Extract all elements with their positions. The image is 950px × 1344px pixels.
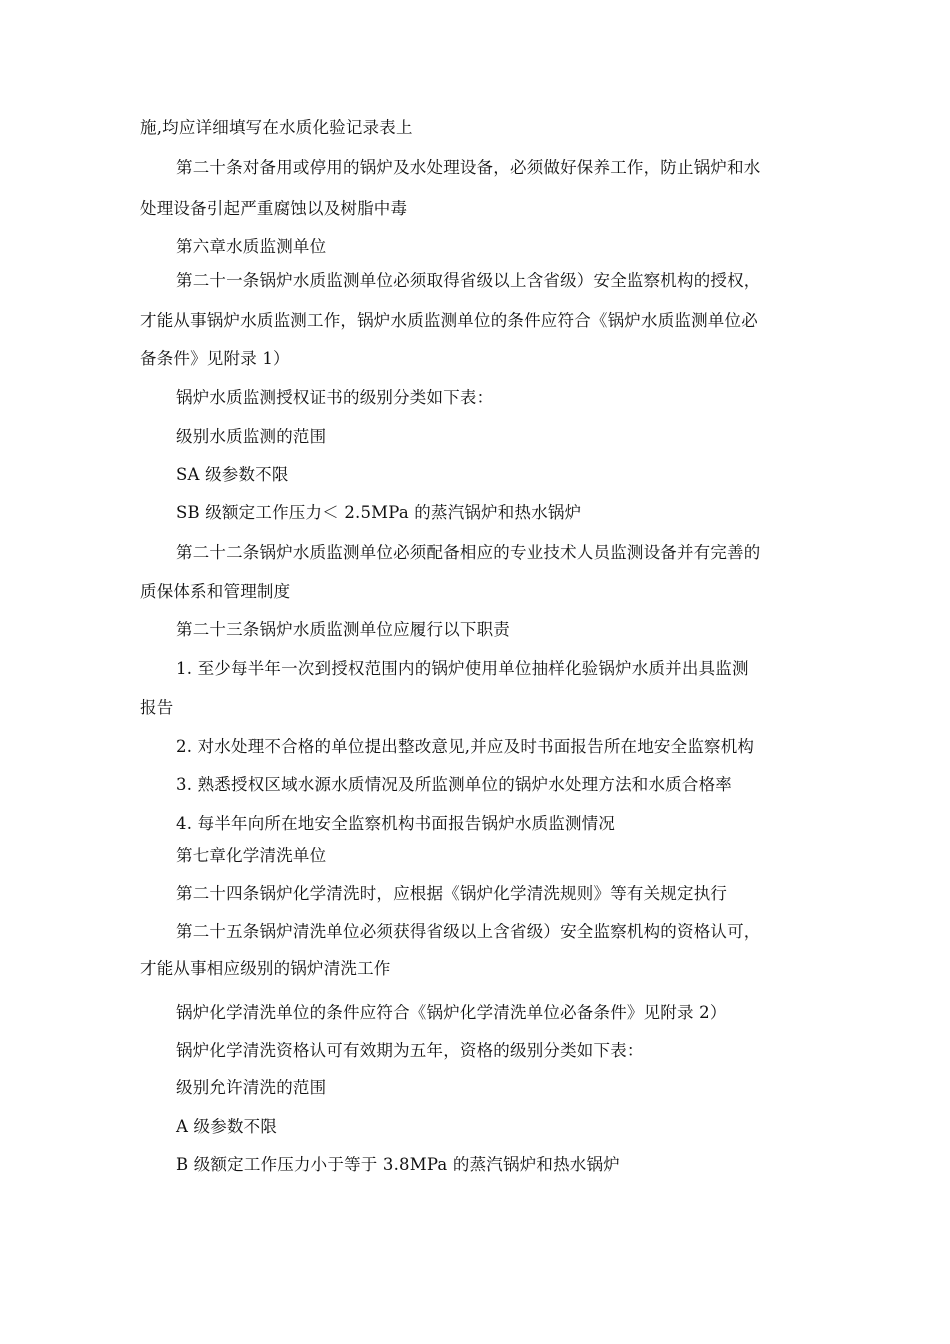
text-line: 才能从事相应级别的锅炉清洗工作 xyxy=(140,959,391,978)
text-line: 第二十条对备用或停用的锅炉及水处理设备，必须做好保养工作，防止锅炉和水 xyxy=(176,158,761,177)
text-line: 处理设备引起严重腐蚀以及树脂中毒 xyxy=(140,199,408,218)
list-item: 4. 每半年向所在地安全监察机构书面报告锅炉水质监测情况 xyxy=(176,814,616,833)
text-line: SA 级参数不限 xyxy=(176,465,289,484)
text-line: 级别允许清洗的范围 xyxy=(176,1078,327,1097)
text-line: 第二十五条锅炉清洗单位必须获得省级以上含省级）安全监察机构的资格认可， xyxy=(176,922,761,941)
text-line: 施,均应详细填写在水质化验记录表上 xyxy=(140,118,413,137)
chapter-heading: 第七章化学清洗单位 xyxy=(176,846,327,865)
text-line: 备条件》见附录 1） xyxy=(140,349,290,368)
text-line: 锅炉水质监测授权证书的级别分类如下表： xyxy=(176,388,494,407)
text-line: A 级参数不限 xyxy=(176,1117,278,1136)
text-line: 第二十四条锅炉化学清洗时，应根据《锅炉化学清洗规则》等有关规定执行 xyxy=(176,884,728,903)
list-item: 3. 熟悉授权区域水源水质情况及所监测单位的锅炉水处理方法和水质合格率 xyxy=(176,775,732,794)
list-item: 1. 至少每半年一次到授权范围内的锅炉使用单位抽样化验锅炉水质并出具监测 xyxy=(176,659,749,678)
list-item: 2. 对水处理不合格的单位提出整改意见,并应及时书面报告所在地安全监察机构 xyxy=(176,737,755,756)
text-line: 锅炉化学清洗资格认可有效期为五年，资格的级别分类如下表： xyxy=(176,1041,644,1060)
text-line: SB 级额定工作压力＜ 2.5MPa 的蒸汽锅炉和热水锅炉 xyxy=(176,503,582,522)
text-line: 第二十三条锅炉水质监测单位应履行以下职责 xyxy=(176,620,510,639)
text-line: 锅炉化学清洗单位的条件应符合《锅炉化学清洗单位必备条件》见附录 2） xyxy=(176,1003,727,1022)
chapter-heading: 第六章水质监测单位 xyxy=(176,237,327,256)
text-line: 才能从事锅炉水质监测工作，锅炉水质监测单位的条件应符合《锅炉水质监测单位必 xyxy=(140,311,758,330)
text-line: 第二十二条锅炉水质监测单位必须配备相应的专业技术人员监测设备并有完善的 xyxy=(176,543,761,562)
text-line: 质保体系和管理制度 xyxy=(140,582,291,601)
text-line: 级别水质监测的范围 xyxy=(176,427,327,446)
text-line: 第二十一条锅炉水质监测单位必须取得省级以上含省级）安全监察机构的授权， xyxy=(176,271,761,290)
text-line: B 级额定工作压力小于等于 3.8MPa 的蒸汽锅炉和热水锅炉 xyxy=(176,1155,620,1174)
text-line: 报告 xyxy=(140,698,174,717)
